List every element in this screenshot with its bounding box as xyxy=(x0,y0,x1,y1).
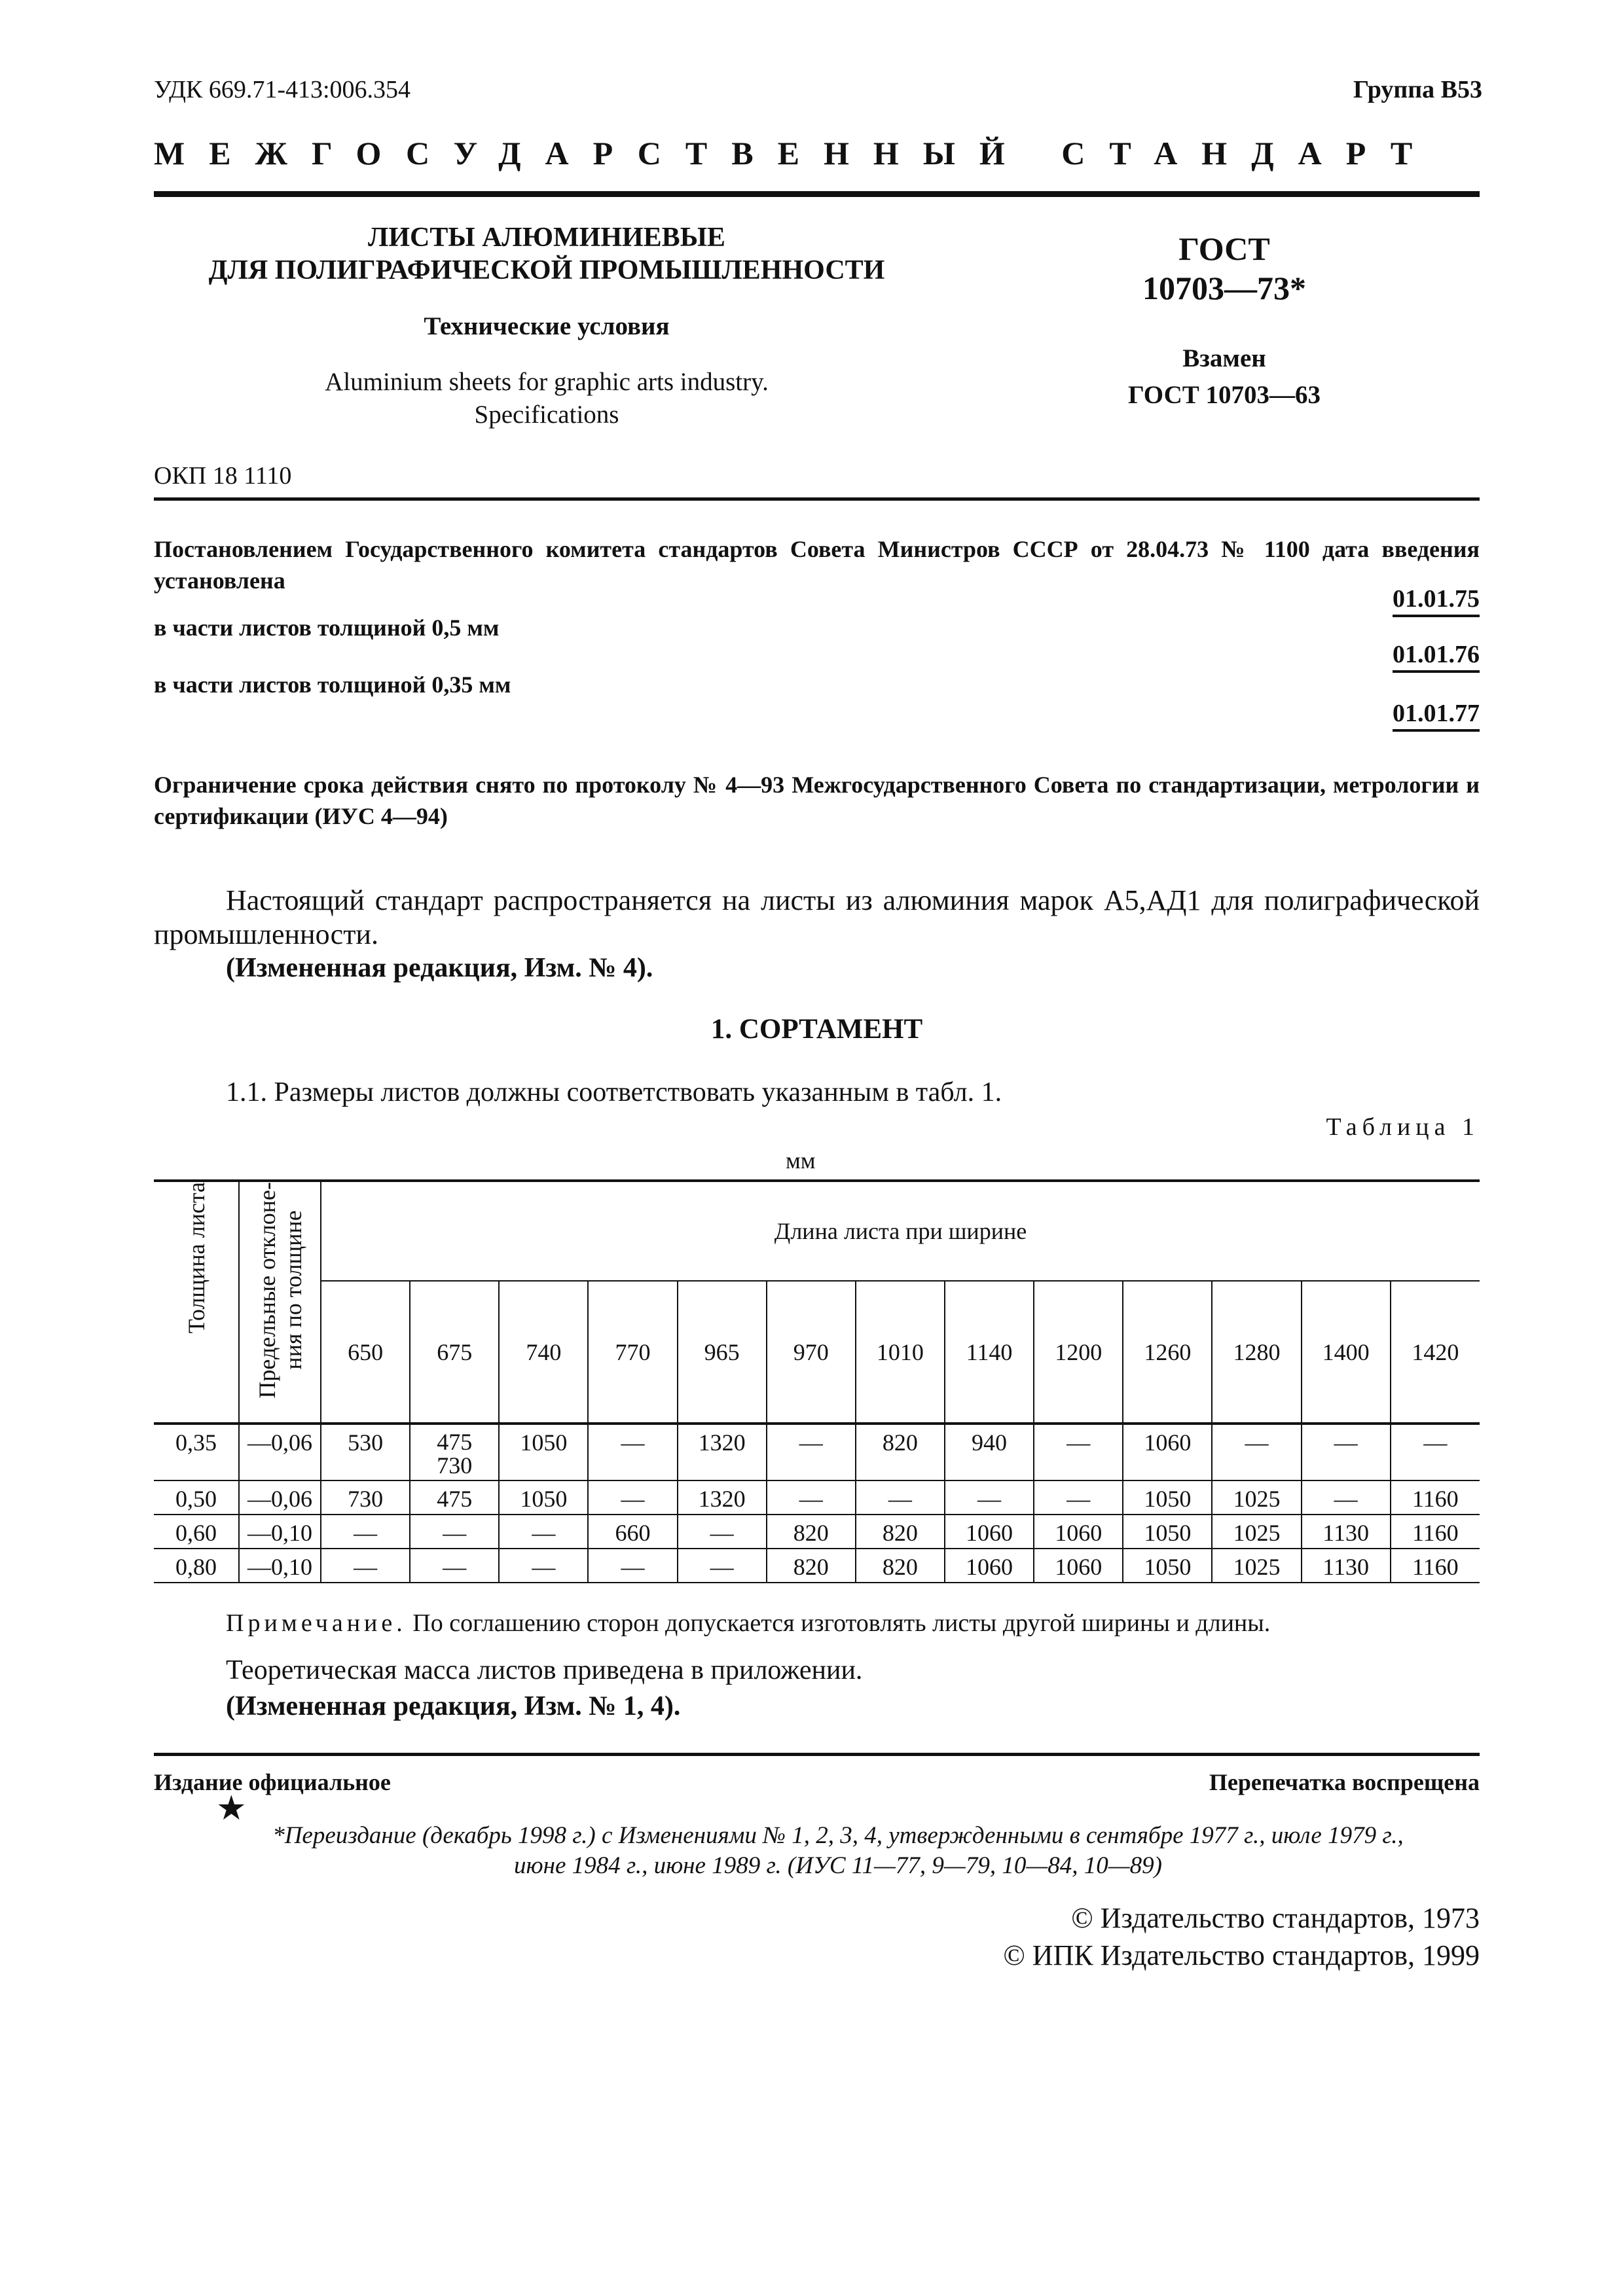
part-05: в части листов толщиной 0,5 мм xyxy=(154,615,500,641)
table-unit: мм xyxy=(786,1147,816,1174)
middle-rule xyxy=(154,497,1480,501)
cell-length: 1025 xyxy=(1212,1480,1301,1515)
cell-length: 1320 xyxy=(678,1480,767,1515)
col-header-width: 1260 xyxy=(1123,1281,1212,1424)
cell-length: — xyxy=(1391,1424,1480,1480)
reissue-line-2: июне 1984 г., июне 1989 г. (ИУС 11—77, 9—79, 10—84, 10—89) xyxy=(514,1852,1162,1879)
col-header-width: 740 xyxy=(499,1281,588,1424)
col-header-thickness xyxy=(154,1181,239,1424)
cell-length: — xyxy=(1034,1480,1123,1515)
col-header-width: 1420 xyxy=(1391,1281,1480,1424)
intro-date-1: 01.01.75 xyxy=(1393,584,1480,617)
col-header-width: 965 xyxy=(678,1281,767,1424)
cell-length: 660 xyxy=(588,1515,677,1549)
note-label: Примечание. xyxy=(226,1609,407,1637)
copyright-1999: © ИПК Издательство стандартов, 1999 xyxy=(1003,1939,1480,1971)
footer-rule xyxy=(154,1753,1480,1756)
cell-length: — xyxy=(767,1424,856,1480)
cell-length: — xyxy=(321,1515,410,1549)
decree-text: Постановлением Государственного комитета стандартов Совета Министров СССР от 28.04.73 № 1100 дата введения установлена xyxy=(154,536,1480,594)
cell-length: 1060 xyxy=(945,1515,1034,1549)
cell-length: — xyxy=(1302,1424,1391,1480)
cell-length: 1050 xyxy=(1123,1515,1212,1549)
cell-length: 820 xyxy=(856,1515,945,1549)
copyright-1973: © Издательство стандартов, 1973 xyxy=(1071,1902,1480,1934)
table-header-row xyxy=(154,1181,1480,1281)
reissue-line-1: *Переиздание (декабрь 1998 г.) с Изменениями № 1, 2, 3, 4, утвержденными в сентябре 1977 г., июле 1979 г., xyxy=(272,1822,1404,1849)
col-header-width: 650 xyxy=(321,1281,410,1424)
cell-length: 1060 xyxy=(945,1549,1034,1583)
cell-length: 730 xyxy=(321,1480,410,1515)
cell-thickness: 0,35 xyxy=(154,1424,239,1480)
cell-length: 1160 xyxy=(1391,1549,1480,1583)
cell-length: 475 xyxy=(410,1480,499,1515)
intro-amendment: (Измененная редакция, Изм. № 4). xyxy=(226,953,653,983)
cell-length: 820 xyxy=(767,1515,856,1549)
table-amendment: (Измененная редакция, Изм. № 1, 4). xyxy=(226,1691,681,1721)
cell-tolerance: —0,10 xyxy=(239,1549,321,1583)
gost-label: ГОСТ xyxy=(1178,230,1270,267)
replaces-label: Взамен xyxy=(1182,344,1266,372)
cell-length: — xyxy=(410,1515,499,1549)
cell-length: 1050 xyxy=(499,1424,588,1480)
title-line-1: ЛИСТЫ АЛЮМИНИЕВЫЕ xyxy=(368,223,725,253)
cell-length: 1050 xyxy=(1123,1549,1212,1583)
intro-date-2: 01.01.76 xyxy=(1393,640,1480,673)
table-row xyxy=(154,1549,1480,1583)
okp-code: ОКП 18 1110 xyxy=(154,462,292,490)
cell-length: 940 xyxy=(945,1424,1034,1480)
cell-length: 1060 xyxy=(1034,1549,1123,1583)
cell-length: 1050 xyxy=(499,1480,588,1515)
cell-tolerance: —0,06 xyxy=(239,1480,321,1515)
title-block xyxy=(154,221,939,431)
cell-length: — xyxy=(499,1549,588,1583)
cell-length: 820 xyxy=(767,1549,856,1583)
gost-number: 10703—73* xyxy=(1142,270,1306,306)
cell-length: — xyxy=(410,1549,499,1583)
cell-length: — xyxy=(678,1515,767,1549)
cell-length: — xyxy=(1034,1424,1123,1480)
cell-length: 475 730 xyxy=(410,1424,499,1480)
cell-length: 1025 xyxy=(1212,1515,1301,1549)
col-header-width: 1280 xyxy=(1212,1281,1301,1424)
official-edition: Издание официальное xyxy=(154,1769,391,1795)
col-header-width: 970 xyxy=(767,1281,856,1424)
english-title-line-1: Aluminium sheets for graphic arts industry. xyxy=(325,368,769,396)
intro-paragraph: Настоящий стандарт распространяется на листы из алюминия марок А5,АД1 для полиграфической промышленности. xyxy=(154,884,1480,950)
cell-tolerance: —0,10 xyxy=(239,1515,321,1549)
col-header-width: 1010 xyxy=(856,1281,945,1424)
cell-length: — xyxy=(678,1549,767,1583)
english-title xyxy=(154,366,939,431)
col-header-tolerance-text: Предельные отклоне- ния по толщине xyxy=(253,1182,306,1399)
table-note xyxy=(226,1609,1270,1638)
cell-tolerance: —0,06 xyxy=(239,1424,321,1480)
cell-length: 820 xyxy=(856,1424,945,1480)
col-header-width: 675 xyxy=(410,1281,499,1424)
col-header-width: 1140 xyxy=(945,1281,1034,1424)
cell-thickness: 0,60 xyxy=(154,1515,239,1549)
cell-length: 1160 xyxy=(1391,1515,1480,1549)
reprint-notice: Перепечатка воспрещена xyxy=(1209,1769,1480,1795)
cell-length: — xyxy=(588,1480,677,1515)
cell-length: — xyxy=(499,1515,588,1549)
limitation-text: Ограничение срока действия снято по протоколу № 4—93 Межгосударственного Совета по стандартизации, метрологии и сертификации (ИУС 4—94) xyxy=(154,772,1480,829)
star-icon: ★ xyxy=(216,1790,247,1827)
replaced-standard: ГОСТ 10703—63 xyxy=(1127,381,1321,409)
cell-thickness: 0,50 xyxy=(154,1480,239,1515)
col-header-thickness-text: Толщина листа xyxy=(183,1182,210,1334)
table-row xyxy=(154,1515,1480,1549)
table-label: Таблица 1 xyxy=(1326,1113,1480,1141)
udk-code: УДК 669.71-413:006.354 xyxy=(154,76,411,103)
cell-length: 530 xyxy=(321,1424,410,1480)
cell-length: 1060 xyxy=(1123,1424,1212,1480)
table-row xyxy=(154,1424,1480,1480)
clause-1-1: 1.1. Размеры листов должны соответствовать указанным в табл. 1. xyxy=(226,1077,1002,1107)
cell-length: — xyxy=(1302,1480,1391,1515)
cell-length: 820 xyxy=(856,1549,945,1583)
table-row xyxy=(154,1480,1480,1515)
cell-length: — xyxy=(856,1480,945,1515)
cell-length: — xyxy=(321,1549,410,1583)
cell-length: — xyxy=(588,1549,677,1583)
note-text: По соглашению сторон допускается изготовлять листы другой ширины и длины. xyxy=(406,1609,1271,1637)
intro-date-3: 01.01.77 xyxy=(1393,699,1480,732)
mass-note: Теоретическая масса листов приведена в приложении. xyxy=(226,1655,863,1685)
part-035: в части листов толщиной 0,35 мм xyxy=(154,672,511,698)
cell-length: 1060 xyxy=(1034,1515,1123,1549)
cell-length: — xyxy=(767,1480,856,1515)
group-code: Группа В53 xyxy=(1353,76,1482,103)
col-header-width: 1200 xyxy=(1034,1281,1123,1424)
col-header-tolerance xyxy=(239,1181,321,1424)
reissue-note xyxy=(196,1821,1480,1881)
cell-length: 1050 xyxy=(1123,1480,1212,1515)
title-line-2: ДЛЯ ПОЛИГРАФИЧЕСКОЙ ПРОМЫШЛЕННОСТИ xyxy=(208,255,885,285)
cell-length: 1320 xyxy=(678,1424,767,1480)
cell-length: 1130 xyxy=(1302,1515,1391,1549)
dimensions-table xyxy=(154,1179,1480,1583)
col-header-length: Длина листа при ширине xyxy=(321,1181,1480,1281)
col-header-width: 1400 xyxy=(1302,1281,1391,1424)
cell-length: 1025 xyxy=(1212,1549,1301,1583)
top-rule xyxy=(154,191,1480,197)
subtitle: Технические условия xyxy=(424,312,670,340)
cell-length: — xyxy=(945,1480,1034,1515)
section-title: 1. СОРТАМЕНТ xyxy=(710,1014,923,1045)
standard-banner: МЕЖГОСУДАРСТВЕННЫЙ СТАНДАРТ xyxy=(154,135,1437,171)
english-title-line-2: Specifications xyxy=(474,401,619,429)
cell-thickness: 0,80 xyxy=(154,1549,239,1583)
gost-block xyxy=(1054,229,1395,414)
cell-length: 1130 xyxy=(1302,1549,1391,1583)
cell-length: 1160 xyxy=(1391,1480,1480,1515)
col-header-width: 770 xyxy=(588,1281,677,1424)
width-header-row xyxy=(154,1281,1480,1424)
cell-length: — xyxy=(1212,1424,1301,1480)
cell-length: — xyxy=(588,1424,677,1480)
